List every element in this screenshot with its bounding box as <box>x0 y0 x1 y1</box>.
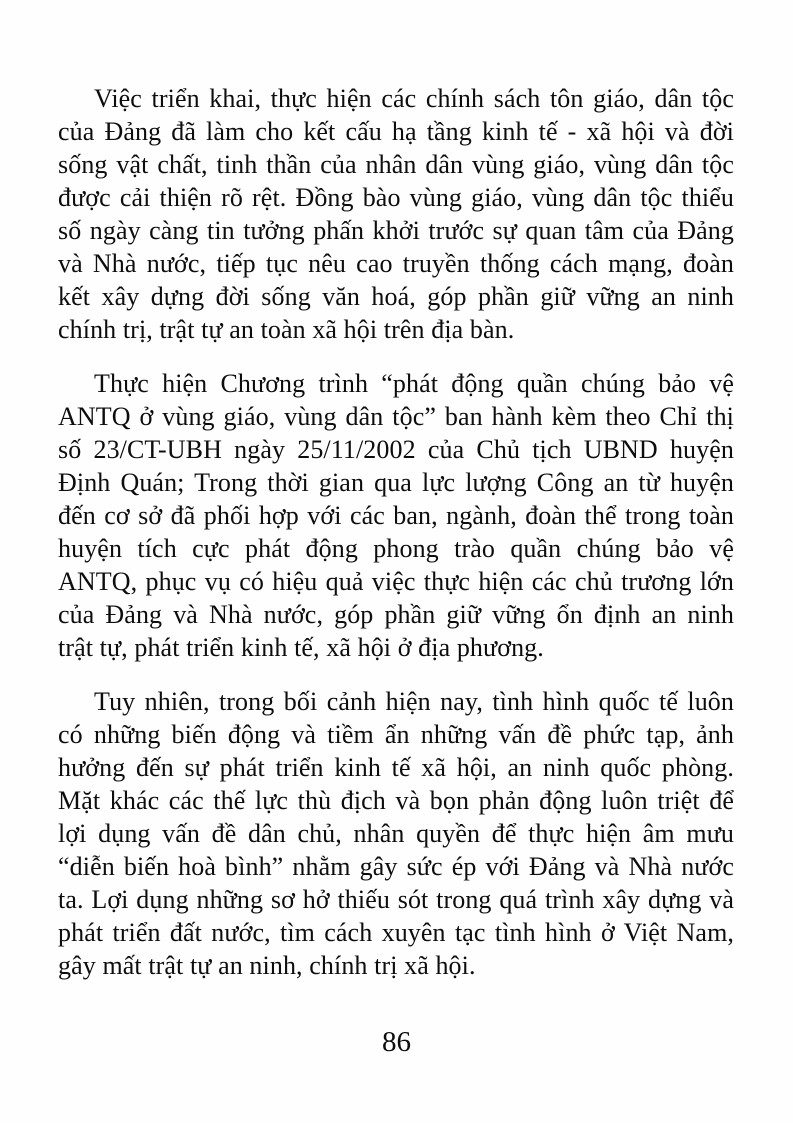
text-line: chính trị, trật tự an toàn xã hội trên địa bàn. <box>58 315 515 344</box>
text-line: Tuy nhiên, trong bối cảnh hiện nay, tình hình quốc tế luôn <box>94 687 734 716</box>
paragraph-2 <box>58 367 734 664</box>
text-line: Mặt khác các thế lực thù địch và bọn phản động luôn triệt để <box>58 786 734 815</box>
text-line: Định Quán; Trong thời gian qua lực lượng Công an từ huyện <box>58 468 734 497</box>
text-line: Việc triển khai, thực hiện các chính sách tôn giáo, dân tộc <box>94 84 734 113</box>
text-line: kết xây dựng đời sống văn hoá, góp phần giữ vững an ninh <box>58 282 734 311</box>
page-number: 86 <box>382 1026 411 1058</box>
text-block <box>58 82 734 982</box>
text-line: của Đảng đã làm cho kết cấu hạ tầng kinh tế - xã hội và đời <box>58 117 734 146</box>
text-line: và Nhà nước, tiếp tục nêu cao truyền thống cách mạng, đoàn <box>58 249 734 278</box>
text-line: được cải thiện rõ rệt. Đồng bào vùng giáo, vùng dân tộc thiểu <box>58 183 734 212</box>
text-line: số 23/CT-UBH ngày 25/11/2002 của Chủ tịch UBND huyện <box>58 435 734 464</box>
text-line: trật tự, phát triển kinh tế, xã hội ở địa phương. <box>58 633 544 662</box>
text-line: ta. Lợi dụng những sơ hở thiếu sót trong quá trình xây dựng và <box>58 885 734 914</box>
text-line: gây mất trật tự an ninh, chính trị xã hội. <box>58 951 476 980</box>
text-line: hưởng đến sự phát triển kinh tế xã hội, an ninh quốc phòng. <box>58 753 734 782</box>
text-line: số ngày càng tin tưởng phấn khởi trước sự quan tâm của Đảng <box>58 216 734 245</box>
text-line: huyện tích cực phát động phong trào quần chúng bảo vệ <box>58 534 734 563</box>
text-line: phát triển đất nước, tìm cách xuyên tạc tình hình ở Việt Nam, <box>58 918 734 947</box>
paragraph-1 <box>58 82 734 346</box>
text-line: đến cơ sở đã phối hợp với các ban, ngành, đoàn thể trong toàn <box>58 501 734 530</box>
text-line: lợi dụng vấn đề dân chủ, nhân quyền để thực hiện âm mưu <box>58 819 734 848</box>
paragraph-3 <box>58 685 734 982</box>
text-line: có những biến động và tiềm ẩn những vấn đề phức tạp, ảnh <box>58 720 734 749</box>
text-line: của Đảng và Nhà nước, góp phần giữ vững ổn định an ninh <box>58 600 734 629</box>
text-line: Thực hiện Chương trình “phát động quần chúng bảo vệ <box>94 369 734 398</box>
text-line: ANTQ, phục vụ có hiệu quả việc thực hiện các chủ trương lớn <box>58 567 734 596</box>
text-line: sống vật chất, tinh thần của nhân dân vùng giáo, vùng dân tộc <box>58 150 734 179</box>
text-line: ANTQ ở vùng giáo, vùng dân tộc” ban hành kèm theo Chỉ thị <box>58 402 734 431</box>
text-line: “diễn biến hoà bình” nhằm gây sức ép với Đảng và Nhà nước <box>58 852 734 881</box>
